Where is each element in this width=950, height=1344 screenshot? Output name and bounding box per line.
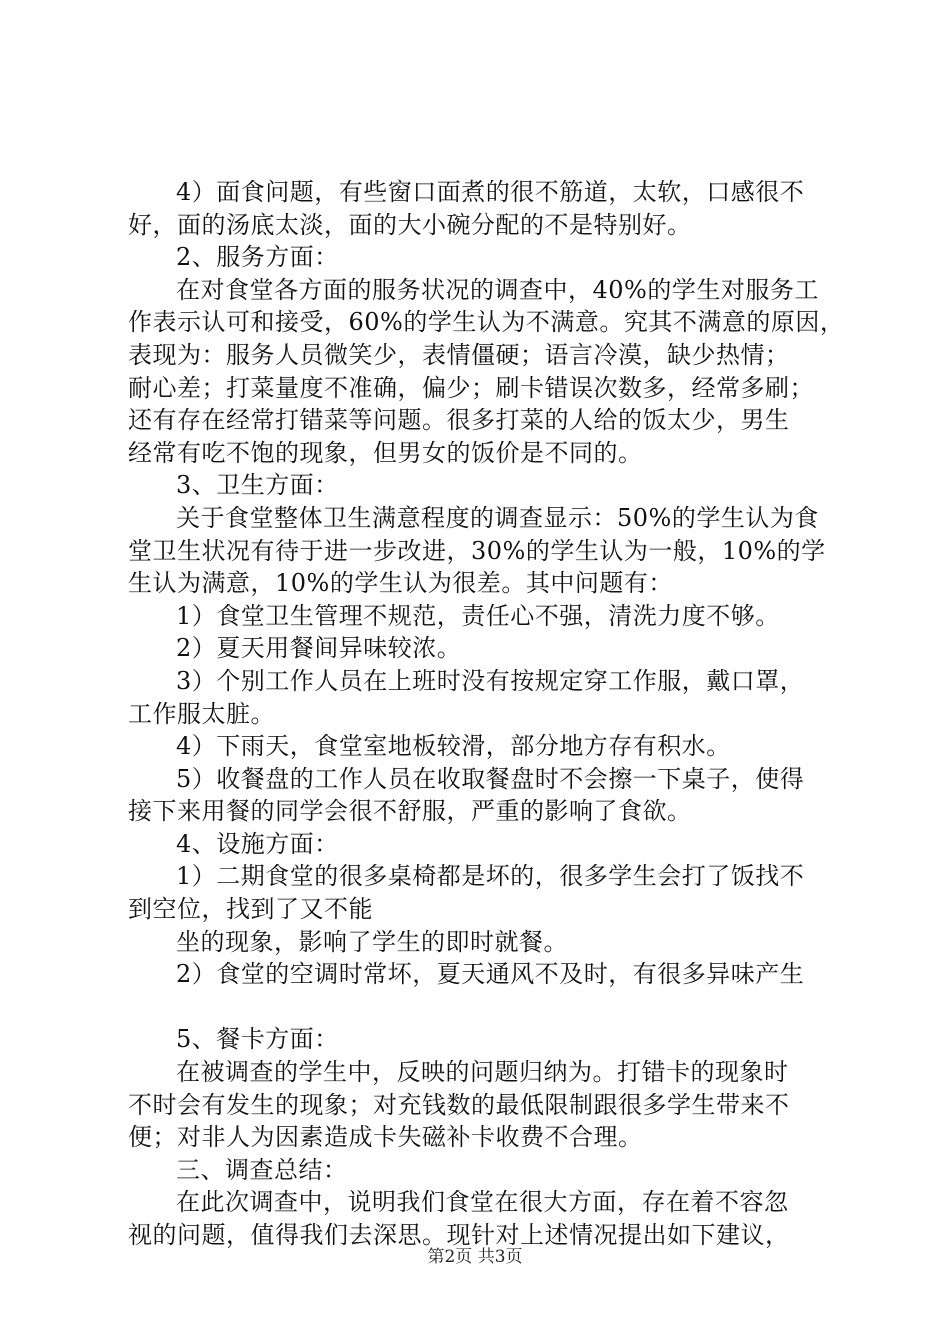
section-heading: 5、餐卡方面： (176, 1025, 339, 1054)
page-number-footer: 第2页 共3页 (427, 1247, 523, 1267)
list-item: 2）食堂的空调时常坏，夏天通风不及时，有很多异味产生 (176, 960, 805, 989)
paragraph-line: 生认为满意，10%的学生认为很差。其中问题有： (128, 569, 673, 598)
list-item: 5）收餐盘的工作人员在收取餐盘时不会擦一下桌子，使得 (176, 764, 805, 793)
paragraph-line: 在被调查的学生中，反映的问题归纳为。打错卡的现象时 (176, 1058, 789, 1087)
paragraph-line: 关于食堂整体卫生满意程度的调查显示：50%的学生认为食 (176, 503, 819, 532)
paragraph-line: 工作服太脏。 (128, 699, 275, 728)
paragraph-line: 表现为：服务人员微笑少，表情僵硬；语言冷漠，缺少热情； (128, 340, 790, 369)
section-heading: 3、卫生方面： (176, 471, 339, 500)
paragraph-line: 还有存在经常打错菜等问题。很多打菜的人给的饭太少，男生 (128, 406, 790, 435)
list-item: 2）夏天用餐间异味较浓。 (176, 634, 462, 663)
list-item: 4）下雨天，食堂室地板较滑，部分地方存有积水。 (176, 732, 731, 761)
paragraph-line: 好，面的汤底太淡，面的大小碗分配的不是特别好。 (128, 210, 692, 239)
paragraph-line: 在对食堂各方面的服务状况的调查中，40%的学生对服务工 (176, 275, 819, 304)
paragraph-line: 视的问题，值得我们去深思。现针对上述情况提出如下建议， (128, 1221, 790, 1249)
section-heading: 4、设施方面： (176, 829, 339, 858)
list-item: 1）二期食堂的很多桌椅都是坏的，很多学生会打了饭找不 (176, 862, 805, 891)
paragraph-line: 耐心差；打菜量度不准确，偏少；刷卡错误次数多，经常多刷； (128, 373, 814, 402)
paragraph-line: 到空位，找到了又不能 (128, 895, 373, 924)
paragraph-line: 经常有吃不饱的现象，但男女的饭价是不同的。 (128, 438, 643, 467)
list-item: 3）个别工作人员在上班时没有按规定穿工作服，戴口罩， (176, 666, 805, 695)
paragraph-line: 在此次调查中，说明我们食堂在很大方面，存在着不容忽 (176, 1188, 789, 1217)
paragraph-line: 便；对非人为因素造成卡失磁补卡收费不合理。 (128, 1123, 643, 1152)
blank-line (128, 991, 828, 1024)
section-heading: 三、调查总结： (176, 1155, 348, 1184)
paragraph-line: 堂卫生状况有待于进一步改进，30%的学生认为一般，10%的学 (128, 536, 826, 565)
paragraph-line: 不时会有发生的现象；对充钱数的最低限制跟很多学生带来不 (128, 1090, 790, 1119)
paragraph-line: 坐的现象，影响了学生的即时就餐。 (176, 927, 568, 956)
paragraph-line: 4）面食问题，有些窗口面煮的很不筋道，太软，口感很不 (176, 178, 805, 206)
paragraph-line: 作表示认可和接受，60%的学生认为不满意。究其不满意的原因， (128, 308, 845, 337)
list-item: 1）食堂卫生管理不规范，责任心不强，清洗力度不够。 (176, 601, 780, 630)
paragraph-line: 接下来用餐的同学会很不舒服，严重的影响了食欲。 (128, 797, 692, 826)
section-heading: 2、服务方面： (176, 243, 339, 272)
document-body (128, 176, 845, 1252)
